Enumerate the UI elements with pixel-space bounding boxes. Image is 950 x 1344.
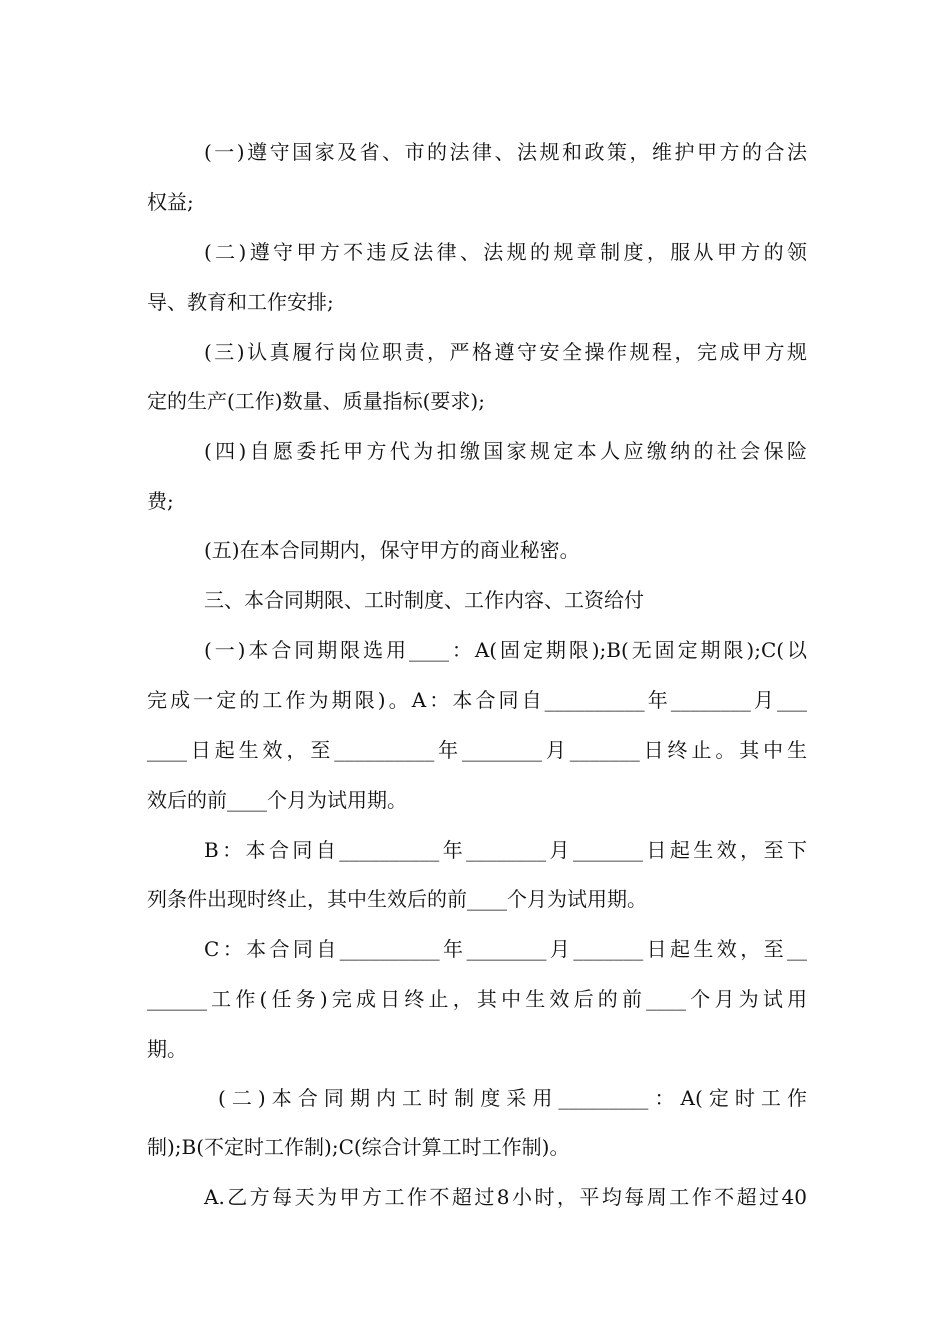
paragraph-line: 定的生产(工作)数量、质量指标(要求); (147, 389, 485, 413)
paragraph-line: 费; (147, 489, 174, 513)
paragraph-line: 完成一定的工作为期限)。A：本合同自__________年________月___ (147, 688, 807, 712)
paragraph-line: A.乙方每天为甲方工作不超过8小时，平均每周工作不超过40 (204, 1185, 807, 1209)
paragraph-line: ______工作(任务)完成日终止，其中生效后的前____个月为试用 (147, 987, 807, 1011)
paragraph-line: (三)认真履行岗位职责，严格遵守安全操作规程，完成甲方规 (204, 340, 807, 364)
paragraph-line: 导、教育和工作安排; (147, 290, 334, 314)
section-heading: 三、本合同期限、工时制度、工作内容、工资给付 (204, 588, 644, 612)
paragraph-line: (五)在本合同期内，保守甲方的商业秘密。 (204, 538, 580, 562)
paragraph-line: (一)遵守国家及省、市的法律、法规和政策，维护甲方的合法 (204, 140, 807, 164)
paragraph-line: 权益; (147, 190, 194, 214)
paragraph-line: C：本合同自__________年________月_______日起生效，至__ (204, 937, 807, 961)
paragraph-line: (二)遵守甲方不违反法律、法规的规章制度，服从甲方的领 (204, 240, 807, 264)
paragraph-line: B：本合同自__________年________月_______日起生效，至下 (204, 838, 807, 862)
paragraph-line: (一)本合同期限选用____：A(固定期限);B(无固定期限);C(以 (204, 638, 807, 662)
paragraph-line: (四)自愿委托甲方代为扣缴国家规定本人应缴纳的社会保险 (204, 439, 807, 463)
paragraph-line: 效后的前____个月为试用期。 (147, 788, 407, 812)
paragraph-line: 期。 (147, 1037, 187, 1061)
paragraph-line: 列条件出现时终止，其中生效后的前____个月为试用期。 (147, 887, 647, 911)
paragraph-line: ____日起生效，至__________年________月_______日终止。其中生 (147, 738, 807, 762)
paragraph-line: 制);B(不定时工作制);C(综合计算工时工作制)。 (147, 1135, 570, 1159)
paragraph-line: (二)本合同期内工时制度采用_________：A(定时工作 (218, 1086, 807, 1110)
